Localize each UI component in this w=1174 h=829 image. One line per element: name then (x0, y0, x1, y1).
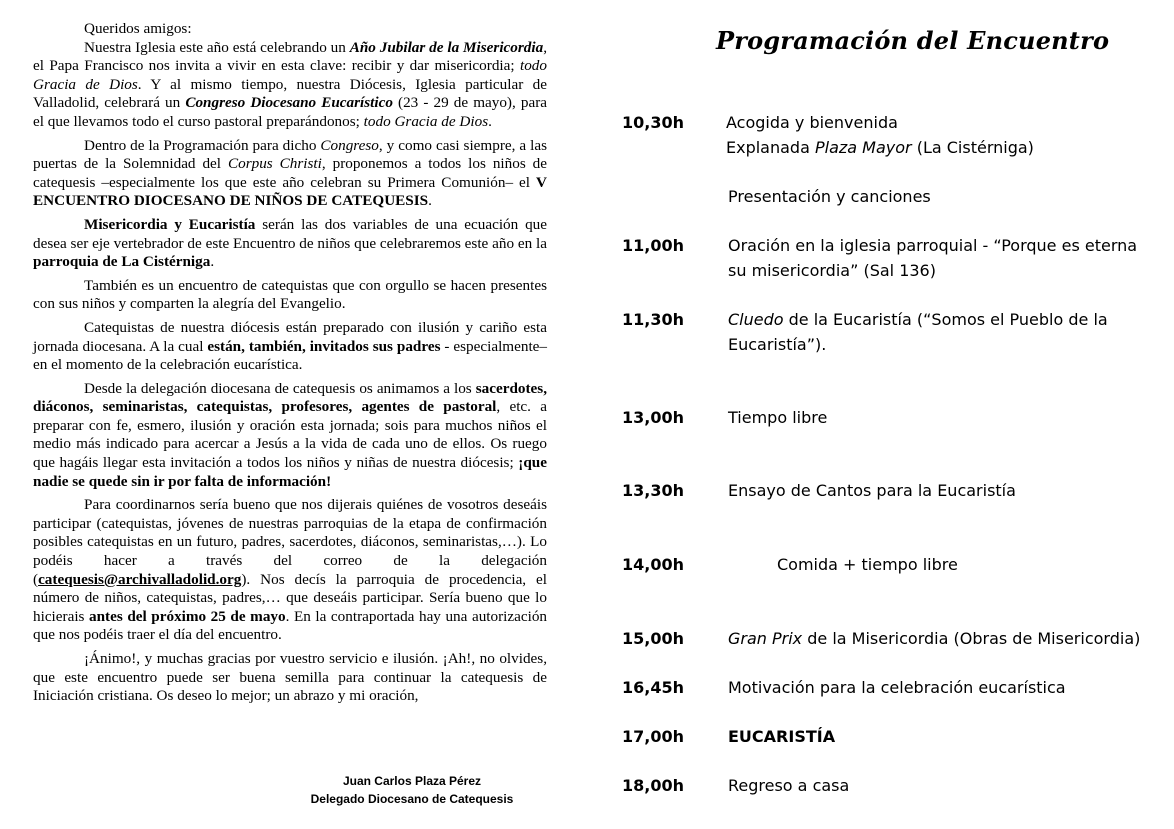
letter-paragraph-6: Desde la delegación diocesana de catequesis os animamos a los sacerdotes, diáconos, seminaristas, catequistas, profesores, agentes de pastoral, etc. a preparar con fe, esmero, ilusión y oración esta jornada; sois para muchos niños el medio más indicado para acercar a Jesús a la vida de cada uno de ellos. Os ruego que hagáis llegar esta invitación a todos los niños y niñas de nuestra diócesis; ¡que nadie se quede sin ir por falta de información! (33, 379, 547, 490)
letter-paragraph-2: Dentro de la Programación para dicho Congreso, y como casi siempre, a las puertas de la Solemnidad del Corpus Christi, proponemos a todos los niños de catequesis –especialmente los que este año celebran su Primera Comunión– el V ENCUENTRO DIOCESANO DE NIÑOS DE CATEQUESIS. (33, 136, 548, 210)
program-time: 18,00h (622, 776, 684, 795)
program-time: 13,00h (622, 408, 684, 427)
program-activity: Motivación para la celebración eucarística (728, 678, 1066, 697)
program-item (622, 110, 1162, 160)
signature-name: Juan Carlos Plaza Pérez (342, 774, 482, 788)
program-time: 14,00h (622, 555, 684, 574)
program-activity: Regreso a casa (728, 776, 850, 795)
letter-paragraph-8: ¡Ánimo!, y muchas gracias por vuestro servicio e ilusión. ¡Ah!, no olvides, que este encuentro puede ser buena semilla para continuar la catequesis de Iniciación cristiana. Os deseo lo mejor; un abrazo y mi oración, (33, 650, 547, 705)
program-time: 17,00h (622, 727, 684, 746)
program-time: 15,00h (622, 629, 684, 648)
program-time: 11,00h (622, 236, 684, 255)
letter-body (33, 20, 547, 711)
signature-role: Delegado Diocesano de Catequesis (310, 792, 514, 806)
program-time: 13,30h (622, 481, 684, 500)
program-activity: Oración en la iglesia parroquial - “Porque es eterna su misericordia” (Sal 136) (728, 236, 1138, 280)
program-activity: Presentación y canciones (728, 187, 931, 206)
program-time: 11,30h (622, 310, 684, 329)
letter-greeting: Queridos amigos: (84, 20, 192, 37)
program-activity: Comida + tiempo libre (777, 555, 958, 574)
signature (262, 772, 562, 808)
letter-paragraph-1: Nuestra Iglesia este año está celebrando un Año Jubilar de la Misericordia, el Papa Francisco nos invita a vivir en esta clave: recibir y dar misericordia; todo Gracia de Dios. Y al mismo tiempo, nuestra Diócesis, Iglesia particular de Valladolid, celebrará un Congreso Diocesano Eucarístico (23 - 29 de mayo), para el que llevamos todo el curso pastoral preparándonos; todo Gracia de Dios. (33, 38, 548, 130)
email-link[interactable]: catequesis@archivalladolid.org (38, 570, 242, 588)
program-time: 16,45h (622, 678, 684, 697)
letter-paragraph-3: Misericordia y Eucaristía serán las dos variables de una ecuación que desea ser eje vertebrador de este Encuentro de niños que celebraremos este año en la parroquia de La Cistérniga. (33, 215, 547, 271)
program-title: Programación del Encuentro (716, 26, 1110, 55)
program-activity: Acogida y bienvenida Explanada Plaza Mayor (La Cistérniga) (726, 113, 1034, 157)
letter-paragraph-5: Catequistas de nuestra diócesis están preparado con ilusión y cariño esta jornada diocesana. A la cual están, también, invitados sus padres - especialmente– en el momento de la celebración eucarística. (33, 318, 548, 374)
letter-paragraph-7: Para coordinarnos sería bueno que nos dijerais quiénes de vosotros deseáis participar (catequistas, jóvenes de nuestras parroquias de la etapa de confirmación posibles catequistas en un futuro, padres, sacerdotes, diáconos, seminaristas,…). Lo podéis hacer a través del correo de la delegación (catequesis@archivalladolid.org). Nos decís la parroquia de procedencia, el número de niños, catequistas, padres,… que deseáis participar. Sería bueno que lo hicierais antes del próximo 25 de mayo. En la contraportada hay una autorización que nos podéis traer el día del encuentro. (33, 496, 548, 644)
program-activity: EUCARISTÍA (728, 727, 836, 746)
letter-paragraph-4: También es un encuentro de catequistas que con orgullo se hacen presentes con sus niños y comparten la alegría del Evangelio. (33, 276, 547, 313)
program-activity: Cluedo de la Eucaristía (“Somos el Pueblo de la Eucaristía”). (728, 310, 1108, 354)
program-activity: Tiempo libre (728, 408, 828, 427)
program-activity: Gran Prix de la Misericordia (Obras de Misericordia) (728, 629, 1141, 648)
program-time: 10,30h (622, 113, 684, 132)
program-activity: Ensayo de Cantos para la Eucaristía (728, 481, 1016, 500)
